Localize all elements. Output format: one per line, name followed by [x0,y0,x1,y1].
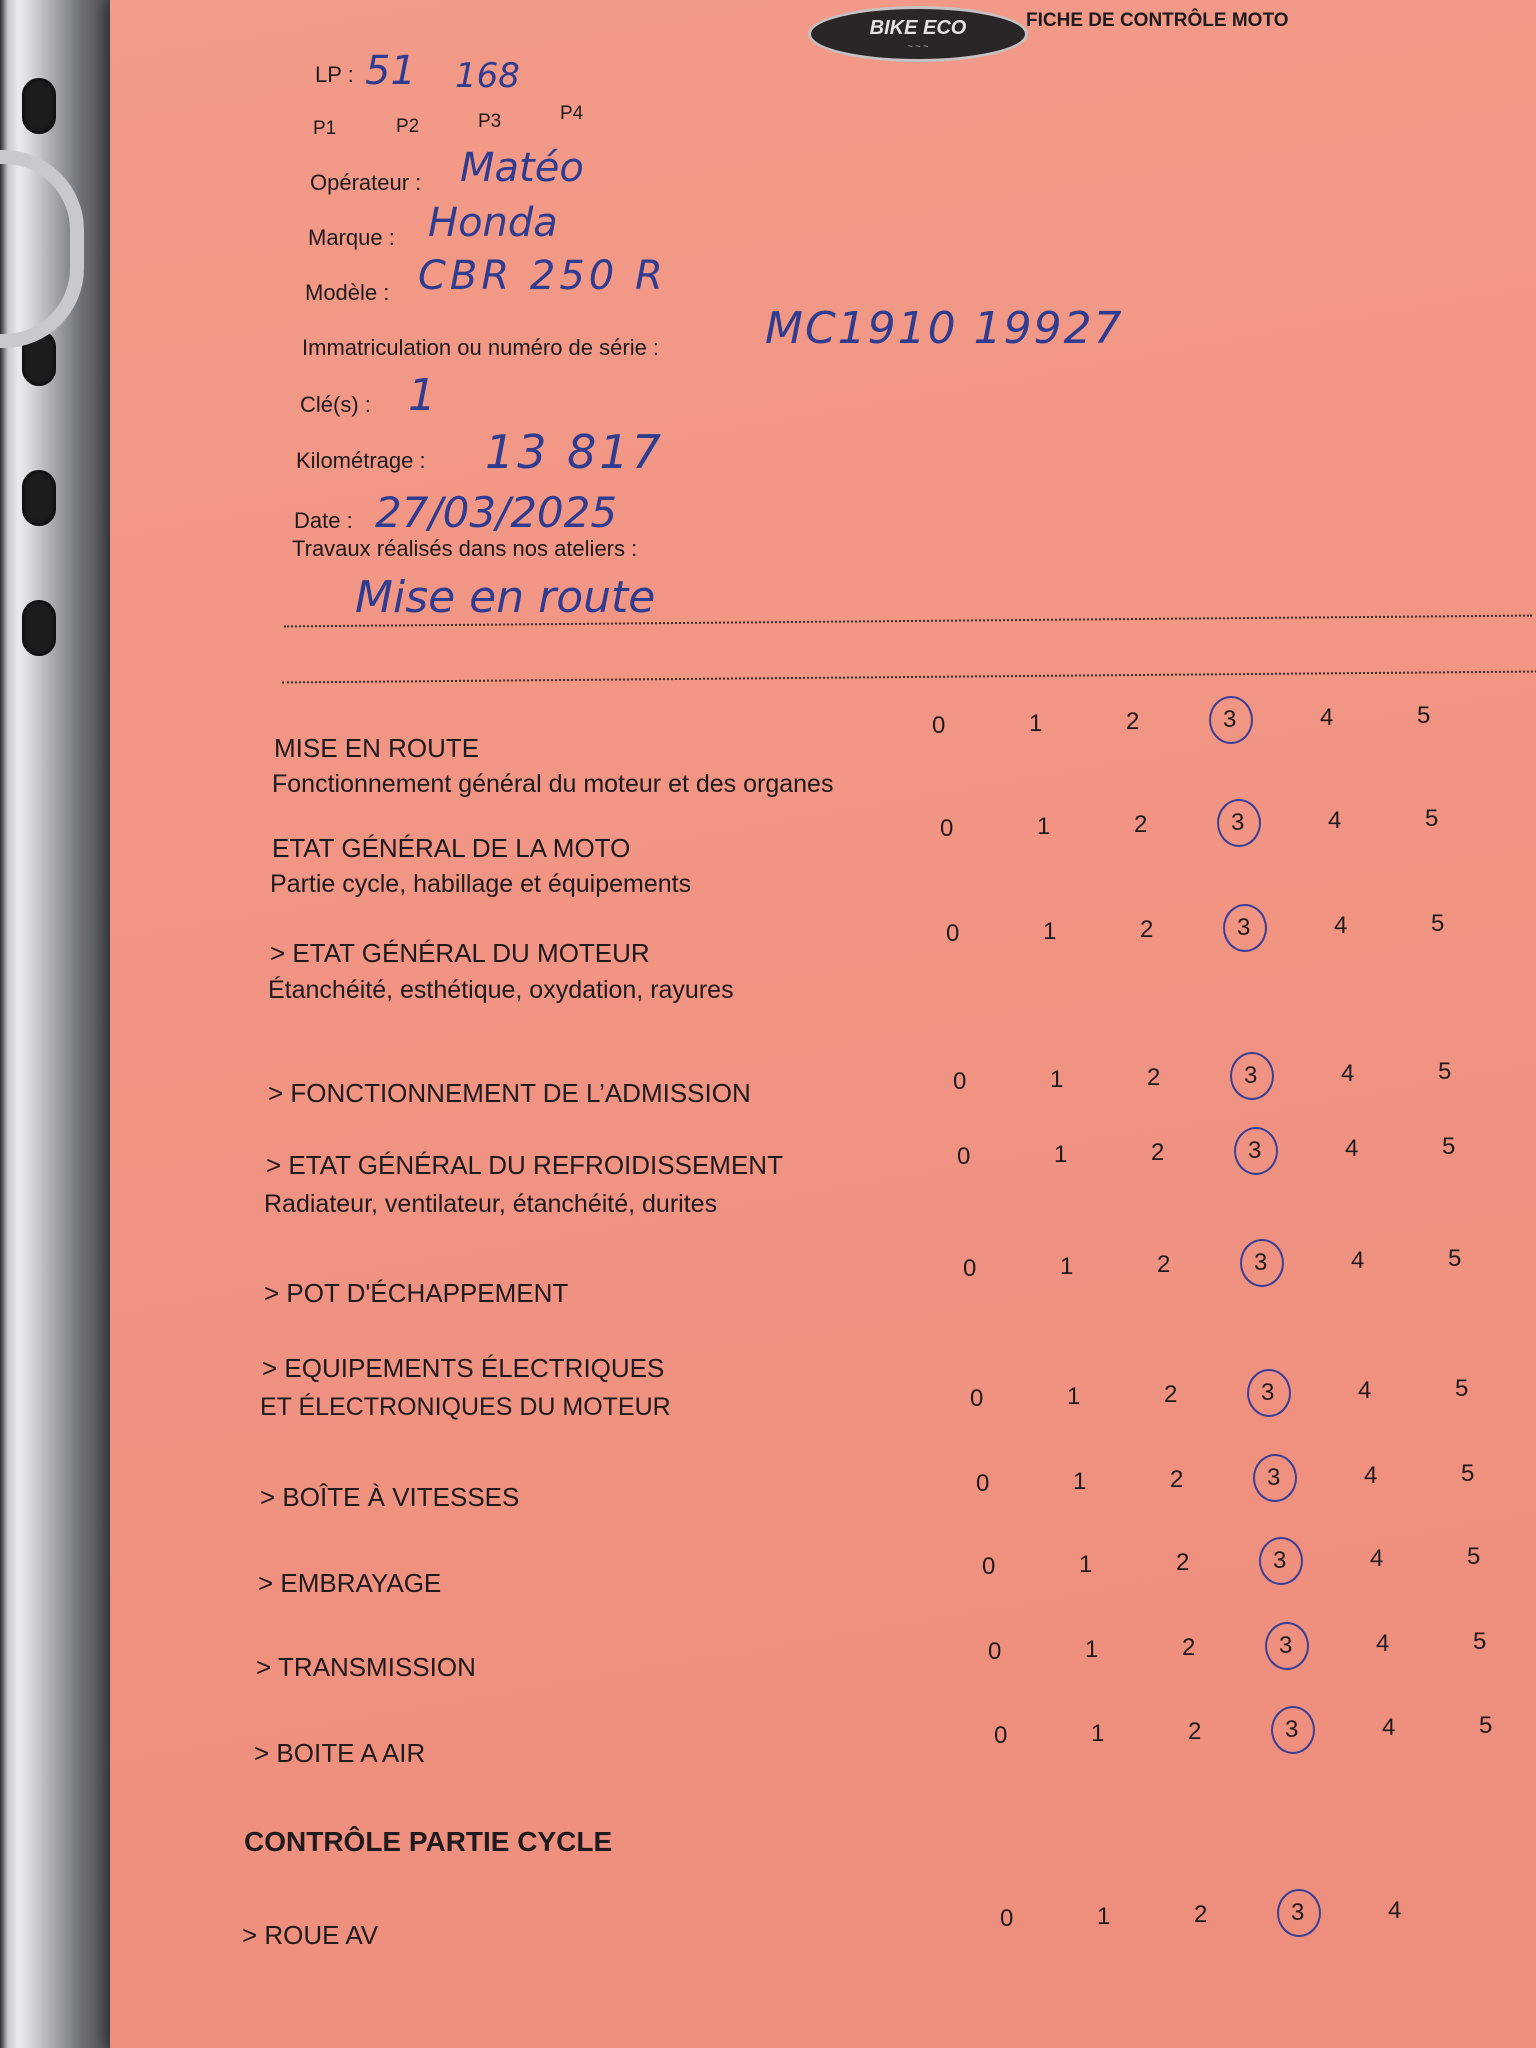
check-row-6-score-3[interactable]: 3 [1261,1379,1275,1406]
check-row-5-score-1[interactable]: 1 [1060,1253,1074,1280]
check-row-6-title: > EQUIPEMENTS ÉLECTRIQUES [262,1353,665,1383]
check-row-2-selected-circle [1223,904,1267,952]
check-row-10-title: > BOITE A AIR [254,1738,426,1768]
check-row-1-score-3[interactable]: 3 [1231,809,1245,836]
check-row-2-score-3[interactable]: 3 [1237,914,1251,941]
check-row-5-selected-circle [1240,1239,1284,1287]
check-row-4-score-5[interactable]: 5 [1442,1133,1456,1160]
binder-hole [22,470,56,526]
check-row-1-score-0[interactable]: 0 [940,815,954,842]
serial-value: MC1910 19927 [765,303,1124,354]
model-label: Modèle : [305,280,390,305]
check-row-9-score-1[interactable]: 1 [1085,1636,1099,1663]
check-row-3-score-5[interactable]: 5 [1438,1058,1452,1085]
position-p3: P3 [478,111,502,132]
check-row-3-score-3[interactable]: 3 [1244,1062,1258,1089]
check-row-9-title: > TRANSMISSION [256,1652,476,1682]
check-row-1-score-5[interactable]: 5 [1425,805,1439,832]
check-row-4-score-3[interactable]: 3 [1248,1137,1262,1164]
check-row-1-title: ETAT GÉNÉRAL DE LA MOTO [272,833,631,863]
check-row-8-score-4[interactable]: 4 [1370,1545,1384,1572]
check-row-4-score-0[interactable]: 0 [957,1143,971,1170]
keys-value: 1 [408,370,436,421]
check-row-7-score-0[interactable]: 0 [976,1470,990,1497]
lp-label: LP : [315,62,354,87]
check-row-0-score-5[interactable]: 5 [1417,702,1431,729]
check-row-6-score-5[interactable]: 5 [1455,1375,1469,1402]
check-row-2-score-1[interactable]: 1 [1043,918,1057,945]
check-row-7-score-3[interactable]: 3 [1267,1464,1281,1491]
mileage-label: Kilométrage : [296,448,426,473]
check-row-6-score-2[interactable]: 2 [1164,1381,1178,1408]
check-row-8-score-1[interactable]: 1 [1079,1551,1093,1578]
binder-hole [22,78,56,134]
check-row-5-score-0[interactable]: 0 [963,1255,977,1282]
lp-value-1: 51 [365,48,416,94]
position-p2: P2 [396,116,420,137]
check-row-9-score-4[interactable]: 4 [1376,1630,1390,1657]
check-row-0-score-0[interactable]: 0 [932,712,946,739]
check-row-3-score-4[interactable]: 4 [1341,1060,1355,1087]
check-row-1-score-2[interactable]: 2 [1134,811,1148,838]
document-title: FICHE DE CONTRÔLE MOTO [1026,10,1289,31]
check-row-3-selected-circle [1230,1052,1274,1100]
check-row-0-score-3[interactable]: 3 [1223,706,1237,733]
check-row-3-score-0[interactable]: 0 [953,1068,967,1095]
cycle-row-0-score-1[interactable]: 1 [1097,1903,1111,1930]
check-row-5-title: > POT D'ÉCHAPPEMENT [264,1278,569,1308]
binder-hole [22,600,56,656]
check-row-10-selected-circle [1271,1706,1315,1754]
check-row-9-selected-circle [1265,1622,1309,1670]
check-row-0-score-1[interactable]: 1 [1029,710,1043,737]
check-row-4-selected-circle [1234,1127,1278,1175]
works-line-2 [282,671,1536,684]
check-row-10-score-5[interactable]: 5 [1479,1712,1493,1739]
check-row-2-score-0[interactable]: 0 [946,920,960,947]
check-row-7-selected-circle [1253,1454,1297,1502]
position-p1: P1 [313,118,337,139]
cycle-row-0-score-0[interactable]: 0 [1000,1905,1014,1932]
check-row-4-title: > ETAT GÉNÉRAL DU REFROIDISSEMENT [266,1150,783,1180]
logo-tagline: ~ ~ ~ [907,41,929,51]
check-row-10-score-0[interactable]: 0 [994,1722,1008,1749]
check-row-7-score-2[interactable]: 2 [1170,1466,1184,1493]
check-row-2-score-4[interactable]: 4 [1334,912,1348,939]
check-row-8-score-2[interactable]: 2 [1176,1549,1190,1576]
check-row-6-selected-circle [1247,1369,1291,1417]
check-row-0-subtitle: Fonctionnement général du moteur et des organes [272,770,834,798]
check-row-10-score-1[interactable]: 1 [1091,1720,1105,1747]
check-row-4-score-2[interactable]: 2 [1151,1139,1165,1166]
check-row-5-score-5[interactable]: 5 [1448,1245,1462,1272]
control-sheet [110,0,1536,2048]
serial-label: Immatriculation ou numéro de série : [302,335,660,360]
check-row-0-score-4[interactable]: 4 [1320,704,1334,731]
check-row-9-score-3[interactable]: 3 [1279,1632,1293,1659]
check-row-8-score-0[interactable]: 0 [982,1553,996,1580]
operator-value: Matéo [460,145,584,191]
date-label: Date : [294,508,353,533]
check-row-2-title: > ETAT GÉNÉRAL DU MOTEUR [270,938,650,968]
check-row-9-score-2[interactable]: 2 [1182,1634,1196,1661]
brand-logo [808,6,1028,62]
check-row-7-score-4[interactable]: 4 [1364,1462,1378,1489]
check-row-1-selected-circle [1217,799,1261,847]
check-row-1-score-1[interactable]: 1 [1037,813,1051,840]
works-value: Mise en route [355,572,656,623]
check-row-6-score-1[interactable]: 1 [1067,1383,1081,1410]
check-row-0-score-2[interactable]: 2 [1126,708,1140,735]
mileage-value: 13 817 [485,425,664,479]
check-row-4-score-1[interactable]: 1 [1054,1141,1068,1168]
cycle-row-0-selected-circle [1277,1889,1321,1937]
check-row-2-score-5[interactable]: 5 [1431,910,1445,937]
check-row-2-score-2[interactable]: 2 [1140,916,1154,943]
check-row-3-title: > FONCTIONNEMENT DE L’ADMISSION [268,1078,751,1108]
check-row-8-selected-circle [1259,1537,1303,1585]
check-row-5-score-4[interactable]: 4 [1351,1247,1365,1274]
check-row-9-score-0[interactable]: 0 [988,1638,1002,1665]
check-row-10-score-3[interactable]: 3 [1285,1716,1299,1743]
works-label: Travaux réalisés dans nos ateliers : [292,536,638,561]
check-row-3-score-1[interactable]: 1 [1050,1066,1064,1093]
binder-ring [0,150,84,348]
check-row-0-title: MISE EN ROUTE [274,733,480,763]
check-row-1-score-4[interactable]: 4 [1328,807,1342,834]
cycle-row-0-score-4[interactable]: 4 [1388,1897,1402,1924]
check-row-8-score-5[interactable]: 5 [1467,1543,1481,1570]
check-row-1-subtitle: Partie cycle, habillage et équipements [270,870,692,898]
section-heading-cycle: CONTRÔLE PARTIE CYCLE [244,1826,613,1857]
check-row-0-selected-circle [1209,696,1253,744]
lp-value-2: 168 [455,56,520,96]
position-p4: P4 [560,103,584,124]
check-row-7-score-1[interactable]: 1 [1073,1468,1087,1495]
check-row-2-subtitle: Étanchéité, esthétique, oxydation, rayures [268,976,734,1004]
check-row-8-title: > EMBRAYAGE [258,1568,442,1598]
model-value: CBR 250 R [418,253,667,299]
check-row-9-score-5[interactable]: 5 [1473,1628,1487,1655]
cycle-row-0-score-3[interactable]: 3 [1291,1899,1305,1926]
check-row-10-score-4[interactable]: 4 [1382,1714,1396,1741]
check-row-6-score-0[interactable]: 0 [970,1385,984,1412]
operator-label: Opérateur : [310,170,422,195]
check-row-7-score-5[interactable]: 5 [1461,1460,1475,1487]
check-row-6-subtitle: ET ÉLECTRONIQUES DU MOTEUR [260,1393,671,1421]
check-row-5-score-2[interactable]: 2 [1157,1251,1171,1278]
check-row-6-score-4[interactable]: 4 [1358,1377,1372,1404]
check-row-8-score-3[interactable]: 3 [1273,1547,1287,1574]
check-row-4-score-4[interactable]: 4 [1345,1135,1359,1162]
brand-value: Honda [428,200,558,246]
date-value: 27/03/2025 [375,488,618,537]
check-row-7-title: > BOÎTE À VITESSES [260,1482,520,1512]
check-row-5-score-3[interactable]: 3 [1254,1249,1268,1276]
check-row-4-subtitle: Radiateur, ventilateur, étanchéité, durites [264,1190,718,1218]
check-row-10-score-2[interactable]: 2 [1188,1718,1202,1745]
check-row-3-score-2[interactable]: 2 [1147,1064,1161,1091]
keys-label: Clé(s) : [300,392,371,417]
cycle-row-0-score-2[interactable]: 2 [1194,1901,1208,1928]
logo-text: BIKE ECO [869,17,967,39]
cycle-row-0-title: > ROUE AV [242,1920,379,1950]
brand-label: Marque : [308,225,395,250]
